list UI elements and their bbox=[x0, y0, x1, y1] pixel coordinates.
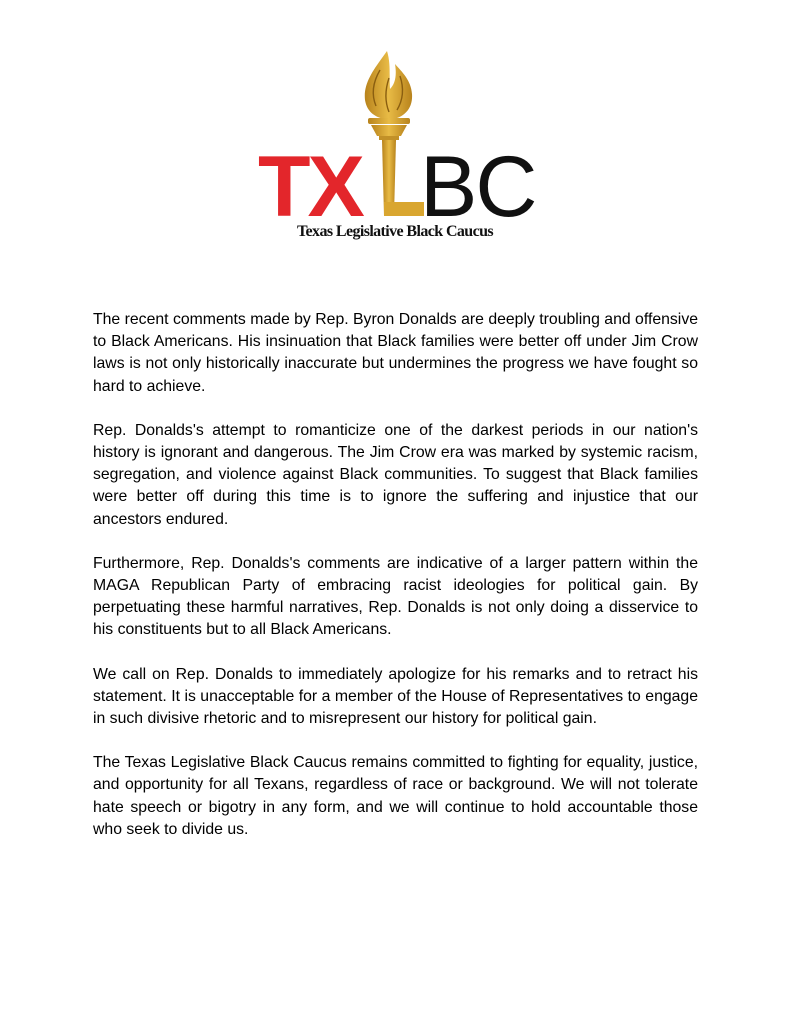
paragraph-3: Furthermore, Rep. Donalds's comments are indicative of a larger pattern within the MAGA Republican Party of embracing racist ideologies for political gain. By perpetuating these harmful narratives, Rep. Donalds is not only doing a disservice to his constituents but to all Black Americans. bbox=[93, 554, 698, 639]
logo-letters-black: BC bbox=[420, 139, 535, 235]
logo-tagline: Texas Legislative Black Caucus bbox=[296, 223, 494, 240]
txlbc-logo-graphic bbox=[255, 48, 535, 244]
paragraph-4: We call on Rep. Donalds to immediately apologize for his remarks and to retract his statement. It is unacceptable for a member of the House of Representatives to engage in such divisive rhetoric and to misrepresent our history for political gain. bbox=[93, 665, 698, 728]
paragraph-2: Rep. Donalds's attempt to romanticize one of the darkest periods in our nation's history is ignorant and dangerous. The Jim Crow era was marked by systemic racism, segregation, and violence against Black communities. To suggest that Black families were better off during this time is to ignore the suffering and injustice that our ancestors endured. bbox=[93, 421, 698, 528]
logo-letters-red: TX bbox=[258, 139, 362, 235]
torch-icon bbox=[365, 51, 424, 216]
paragraph-1: The recent comments made by Rep. Byron Donalds are deeply troubling and offensive to Black Americans. His insinuation that Black families were better off under Jim Crow laws is not only historically inaccurate but undermines the progress we have fought so hard to achieve. bbox=[93, 311, 698, 395]
paragraph-5: The Texas Legislative Black Caucus remains committed to fighting for equality, justice, and opportunity for all Texans, regardless of race or background. We will not tolerate hate speech or bigotry in any form, and we will continue to hold accountable those who seek to divide us. bbox=[93, 754, 698, 838]
txlbc-logo bbox=[255, 48, 535, 244]
statement-body bbox=[93, 309, 698, 863]
